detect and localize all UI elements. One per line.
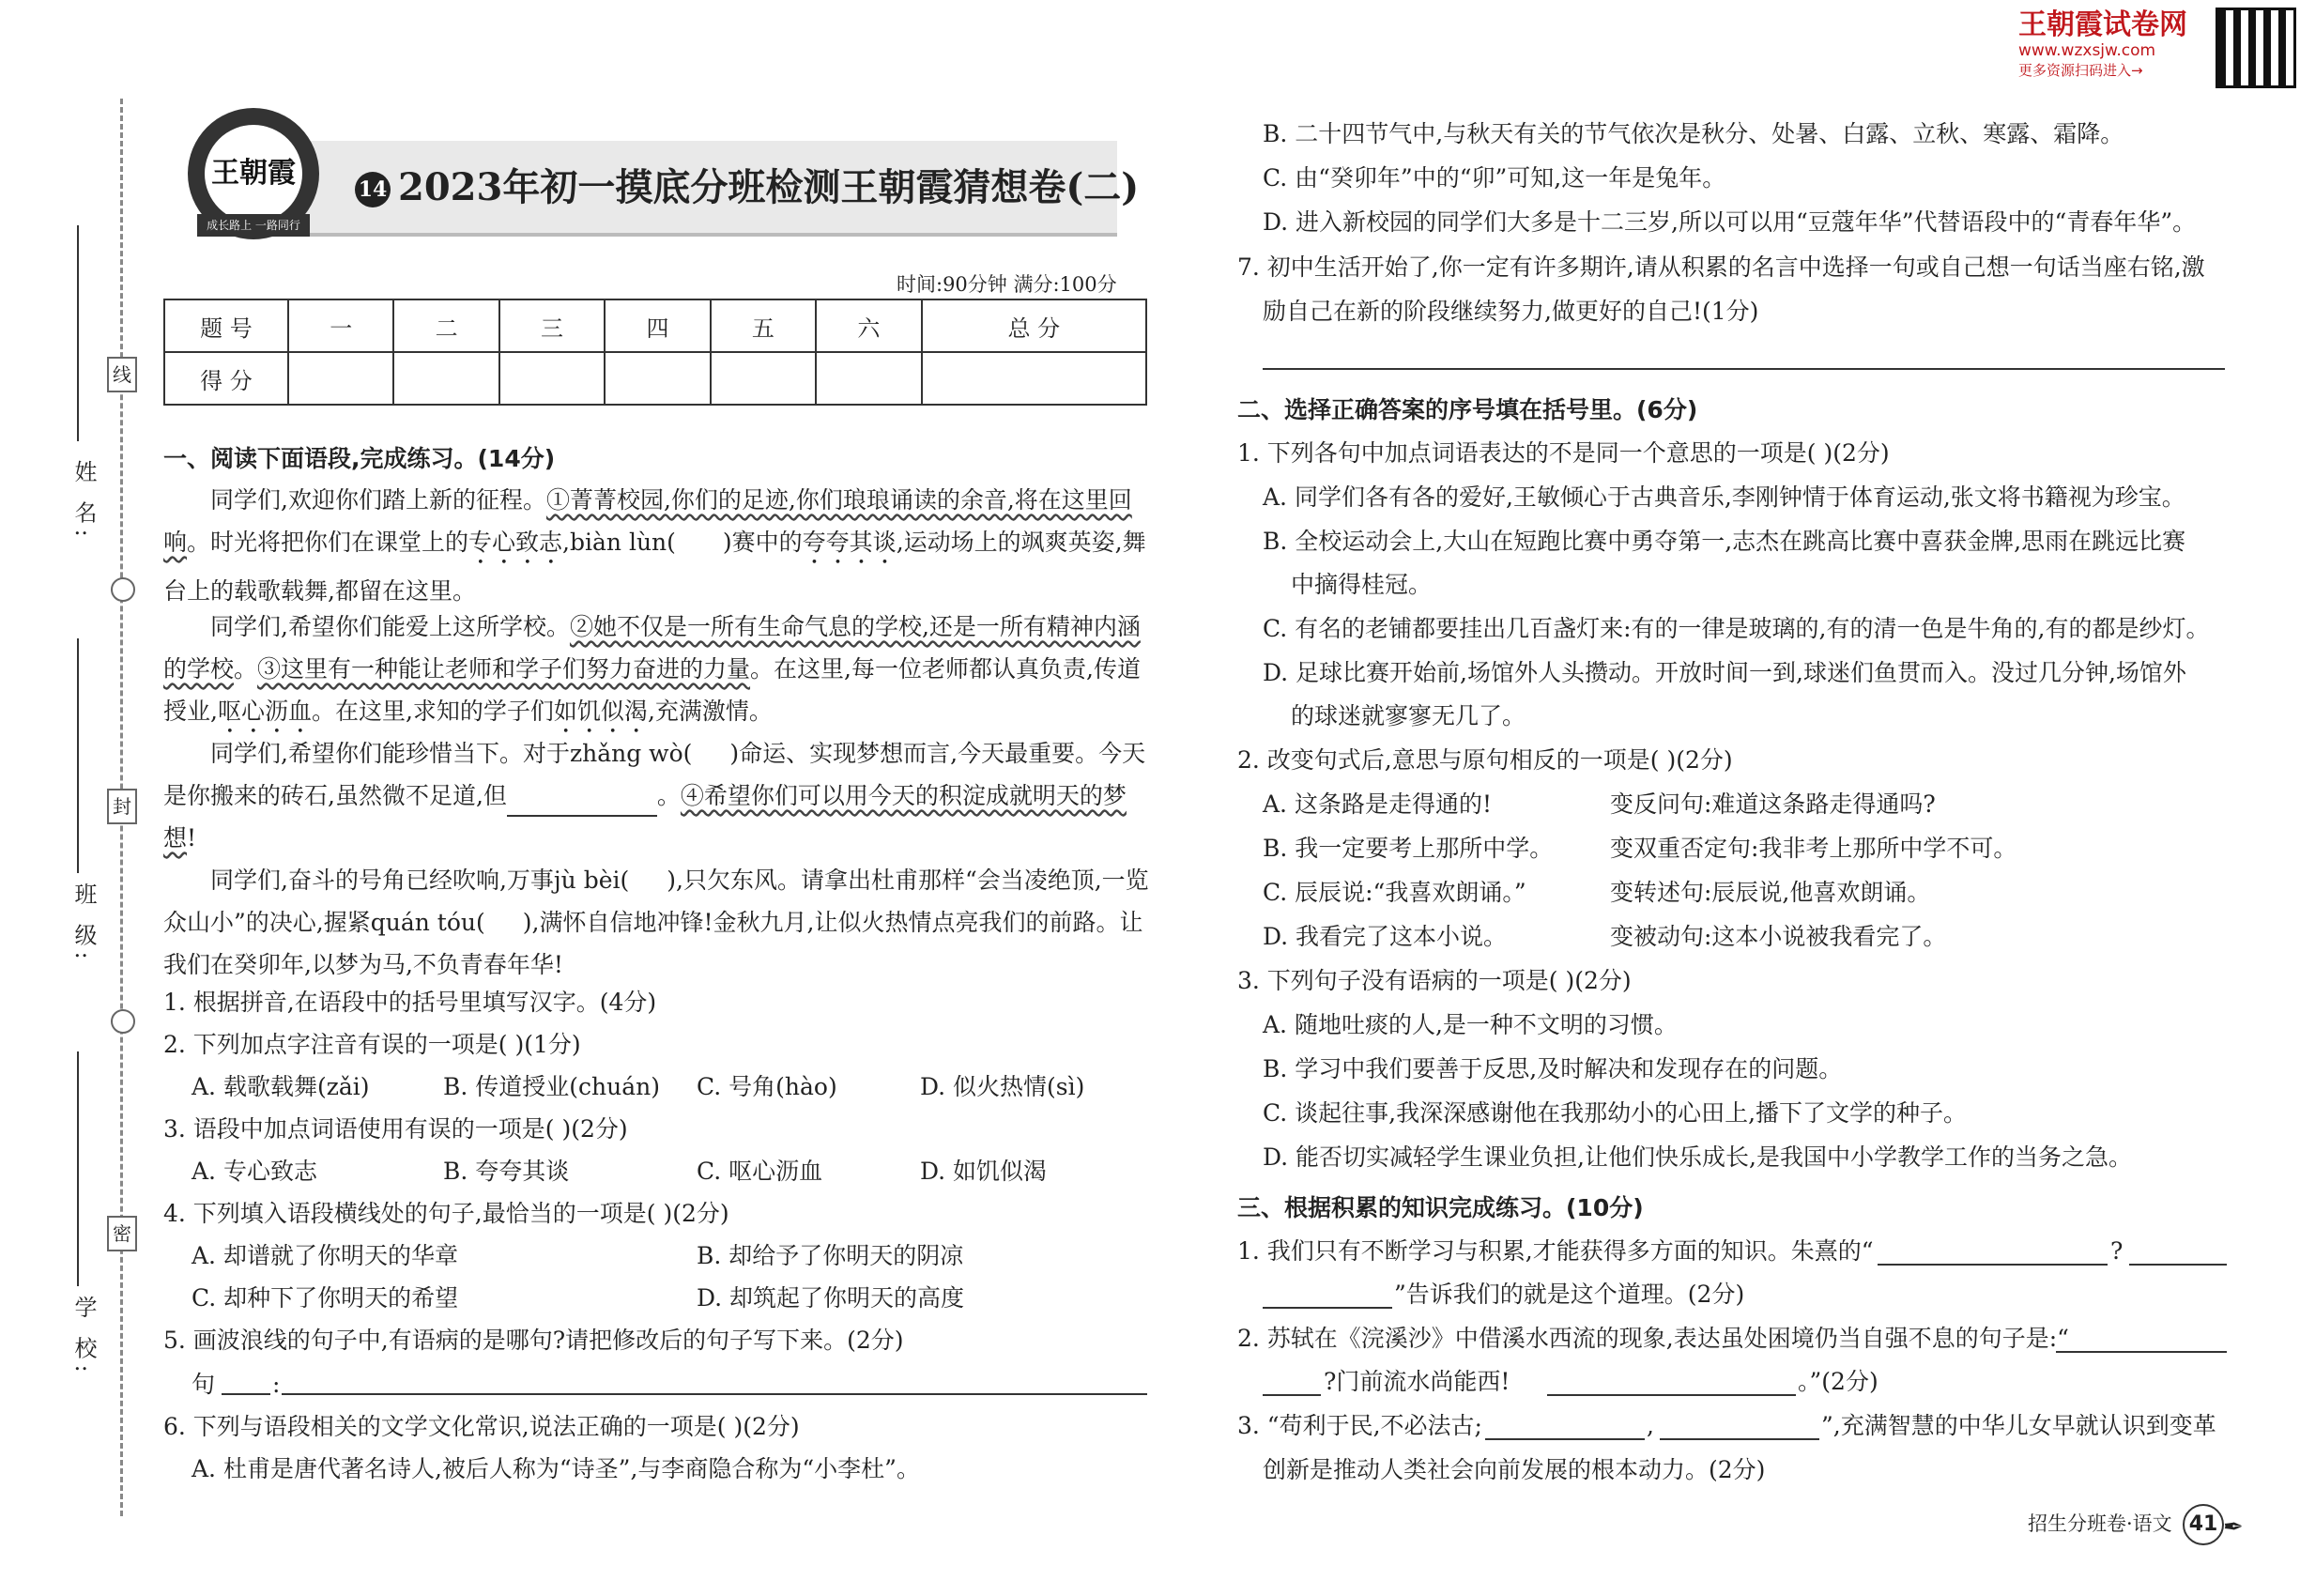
brand-slogan: 更多资源扫码进入→: [2018, 62, 2143, 79]
section1-title: 一、阅读下面语段,完成练习。(14分): [163, 445, 556, 472]
option-d[interactable]: D. 进入新校园的同学们大多是十二三岁,所以可以用“豆蔻年华”代替语段中的“青春年华”。: [1263, 208, 2197, 236]
passage-paragraph-2: 同学们,希望你们能爱上这所学校。②她不仅是一所有生命气息的学校,还是一所有精神内涵的学校。③这里有一种能让老师和学子们努力奋进的力量。在这里,每一位老师都认真负责,传道授业,呕心沥血。在这里,求知的学子们如饥似渴,充满激情。: [163, 613, 1141, 725]
fill-blank[interactable]: [1263, 1307, 1392, 1309]
option-d-transform: 变被动句:这本小说被我看完了。: [1610, 923, 1947, 950]
fill-blank[interactable]: [1263, 1394, 1321, 1396]
score-table: [163, 299, 1147, 406]
fill-blank[interactable]: [1660, 1438, 1819, 1440]
option-b-cont: 中摘得桂冠。: [1291, 571, 1433, 598]
question-1-6: 6. 下列与语段相关的文学文化常识,说法正确的一项是( )(2分): [163, 1413, 800, 1440]
answer-blank-short[interactable]: [222, 1393, 270, 1395]
section3-title: 三、根据积累的知识完成练习。(10分): [1237, 1194, 1644, 1221]
option-a[interactable]: A. 却谱就了你明天的华章: [192, 1242, 458, 1269]
answer-prefix: 句: [192, 1371, 216, 1398]
class-blank[interactable]: [77, 638, 79, 873]
option-b[interactable]: B. 二十四节气中,与秋天有关的节气依次是秋分、处暑、白露、立秋、寒露、霜降。: [1263, 120, 2124, 147]
option-b-transform: 变双重否定句:我非考上那所中学不可。: [1610, 835, 2017, 862]
logo-ribbon: 成长路上 一路同行: [197, 214, 310, 237]
passage-paragraph-3: 同学们,希望你们能珍惜当下。对于zhǎng wò( )命运、实现梦想而言,今天最重要。今天是你搬来的砖石,虽然微不足道,但 。④希望你们可以用今天的积淀成就明天的梦想!: [163, 740, 1146, 852]
option-b[interactable]: B. 全校运动会上,大山在短跑比赛中勇夺第一,志杰在跳高比赛中喜获金牌,思雨在跳远比赛: [1263, 528, 2186, 555]
binding-mark-xian: 线: [107, 357, 137, 392]
qr-code-icon[interactable]: [2216, 8, 2296, 88]
option-d-cont: 的球迷就寥寥无几了。: [1291, 702, 1526, 729]
option-a[interactable]: A. 同学们各有各的爱好,王敏倾心于古典音乐,李刚钟情于体育运动,张文将书籍视为珍宝。: [1263, 483, 2185, 511]
option-b[interactable]: B. 我一定要考上那所中学。: [1263, 835, 1554, 862]
option-c-transform: 变转述句:辰辰说,他喜欢朗诵。: [1610, 879, 1931, 906]
question-1-7-cont: 励自己在新的阶段继续努力,做更好的自己!(1分): [1263, 298, 1759, 325]
question-3-1: 1. 我们只有不断学习与积累,才能获得多方面的知识。朱熹的“: [1237, 1237, 1874, 1265]
score-header-cell: 二: [393, 299, 498, 352]
question-2-3: 3. 下列句子没有语病的一项是( )(2分): [1237, 967, 1632, 994]
score-header-cell: 五: [711, 299, 816, 352]
page-title: 14 2023年初一摸底分班检测王朝霞猜想卷(二): [355, 158, 1139, 211]
option-d[interactable]: D. 却筑起了你明天的高度: [697, 1284, 965, 1312]
question-1-5: 5. 画波浪线的句子中,有语病的是哪句?请把修改后的句子写下来。(2分): [163, 1327, 904, 1354]
question-3-3-cont: 创新是推动人类社会向前发展的根本动力。(2分): [1263, 1456, 1766, 1483]
fill-blank[interactable]: [2129, 1264, 2227, 1266]
question-2-2: 2. 改变句式后,意思与原句相反的一项是( )(2分): [1237, 746, 1733, 774]
option-c[interactable]: C. 有名的老铺都要挂出几百盏灯来:有的一律是玻璃的,有的清一色是牛角的,有的都是纱灯。: [1263, 615, 2210, 642]
answer-line[interactable]: [1263, 368, 2225, 370]
brand-name: 王朝霞试卷网: [2018, 8, 2187, 41]
option-d[interactable]: D. 足球比赛开始前,场馆外人头攒动。开放时间一到,球迷们鱼贯而入。没过几分钟,场馆外: [1263, 659, 2186, 686]
brand-block: [2018, 9, 2187, 80]
score-cell[interactable]: [922, 352, 1146, 405]
logo: 王朝霞: [188, 108, 319, 239]
option-c[interactable]: C. 谈起往事,我深深感谢他在我那幼小的心田上,播下了文学的种子。: [1263, 1099, 1968, 1127]
section2-title: 二、选择正确答案的序号填在括号里。(6分): [1237, 396, 1698, 423]
wavy-sentence-4: ④希望你们可以用今天的积淀成就明天的梦想: [163, 782, 1127, 852]
school-label: 学 校:: [70, 1296, 97, 1378]
score-cell[interactable]: [816, 352, 921, 405]
footer-label: 招生分班卷·语文: [2028, 1512, 2172, 1535]
score-header-cell: 四: [605, 299, 710, 352]
pen-icon: ✒: [2223, 1513, 2244, 1542]
score-cell[interactable]: [288, 352, 393, 405]
wavy-sentence-1: ①菁菁校园,你们的足迹,你们琅琅诵读的余音,将在这里回响: [163, 486, 1132, 556]
question-1-3: 3. 语段中加点词语使用有误的一项是( )(2分): [163, 1115, 628, 1143]
time-info: 时间:90分钟 满分:100分: [897, 273, 1117, 296]
option-d[interactable]: D. 我看完了这本小说。: [1263, 923, 1508, 950]
page-number: 41: [2183, 1504, 2224, 1545]
fill-blank[interactable]: [1547, 1394, 1796, 1396]
option-b[interactable]: B. 夸夸其谈: [443, 1158, 570, 1185]
binding-mark-feng: 封: [107, 789, 137, 824]
score-header-cell: 三: [499, 299, 605, 352]
question-1-4: 4. 下列填入语段横线处的句子,最恰当的一项是( )(2分): [163, 1200, 729, 1227]
option-d[interactable]: D. 能否切实减轻学生课业负担,让他们快乐成长,是我国中小学教学工作的当务之急。: [1263, 1143, 2132, 1171]
option-a-transform: 变反问句:难道这条路走得通吗?: [1610, 790, 1936, 818]
class-label: 班 级:: [70, 882, 97, 965]
passage-paragraph-1: 同学们,欢迎你们踏上新的征程。①菁菁校园,你们的足迹,你们琅琅诵读的余音,将在这里回响。时光将把你们在课堂上的专心致志,biàn lùn( )赛中的夸夸其谈,运动场上的飒爽英姿,舞台上的载歌载舞,都留在这里。: [163, 486, 1146, 605]
question-3-2: 2. 苏轼在《浣溪沙》中借溪水西流的现象,表达虽处困境仍当自强不息的句子是:“: [1237, 1325, 2069, 1352]
fill-blank[interactable]: [507, 815, 657, 817]
name-label: 姓 名:: [70, 460, 97, 543]
fill-blank[interactable]: [2056, 1351, 2227, 1353]
option-b[interactable]: B. 传道授业(chuán): [443, 1073, 660, 1100]
option-a[interactable]: A. 载歌载舞(zǎi): [192, 1073, 370, 1100]
binding-hole: [111, 577, 135, 602]
option-c[interactable]: C. 却种下了你明天的希望: [192, 1284, 459, 1312]
question-1-1: 1. 根据拼音,在语段中的括号里填写汉字。(4分): [163, 989, 657, 1016]
school-blank[interactable]: [77, 1051, 79, 1286]
binding-mark-mi: 密: [107, 1216, 137, 1251]
passage-paragraph-4: 同学们,奋斗的号角已经吹响,万事jù bèi( ),只欠东风。请拿出杜甫那样“会当凌绝顶,一览众山小”的决心,握紧quán tóu( ),满怀自信地冲锋!金秋九月,让似火热情点亮我们的前路。让我们在癸卯年,以梦为马,不负青春年华!: [163, 867, 1149, 978]
score-header-cell: 总 分: [922, 299, 1146, 352]
brand-url: www.wzxsjw.com: [2018, 41, 2156, 60]
option-c[interactable]: C. 呕心沥血: [697, 1158, 823, 1185]
option-d[interactable]: D. 似火热情(sì): [920, 1073, 1085, 1100]
question-2-1: 1. 下列各句中加点词语表达的不是同一个意思的一项是( )(2分): [1237, 439, 1890, 467]
score-header-cell: 一: [288, 299, 393, 352]
fill-blank[interactable]: [1485, 1438, 1645, 1440]
question-1-2: 2. 下列加点字注音有误的一项是( )(1分): [163, 1031, 581, 1058]
option-b[interactable]: B. 却给予了你明天的阴凉: [697, 1242, 964, 1269]
score-cell[interactable]: [605, 352, 710, 405]
option-c[interactable]: C. 号角(hào): [697, 1073, 837, 1100]
wavy-sentence-2: ②她不仅是一所有生命气息的学校,还是一所有精神内涵的学校: [163, 613, 1141, 683]
question-1-7: 7. 初中生活开始了,你一定有许多期许,请从积累的名言中选择一句或自己想一句话当座右铭,激: [1237, 253, 2205, 281]
question-3-1-cont: ”告诉我们的就是这个道理。(2分): [1394, 1281, 1745, 1308]
option-a[interactable]: A. 杜甫是唐代著名诗人,被后人称为“诗圣”,与李商隐合称为“小李杜”。: [192, 1455, 920, 1482]
option-a[interactable]: A. 随地吐痰的人,是一种不文明的习惯。: [1263, 1011, 1678, 1038]
option-c[interactable]: C. 辰辰说:“我喜欢朗诵。”: [1263, 879, 1526, 906]
fill-blank[interactable]: [1878, 1264, 2108, 1266]
score-cell[interactable]: [499, 352, 605, 405]
binding-hole: [111, 1009, 135, 1034]
answer-blank-long[interactable]: [282, 1393, 1147, 1395]
option-d[interactable]: D. 如饥似渴: [920, 1158, 1048, 1185]
score-header-cell: 题 号: [164, 299, 288, 352]
score-cell[interactable]: [393, 352, 498, 405]
score-header-cell: 六: [816, 299, 921, 352]
option-c[interactable]: C. 由“癸卯年”中的“卯”可知,这一年是兔年。: [1263, 164, 1726, 192]
question-3-3: 3. “苟利于民,不必法古;: [1237, 1412, 1482, 1439]
name-blank[interactable]: [77, 225, 79, 441]
option-a[interactable]: A. 专心致志: [192, 1158, 317, 1185]
option-b[interactable]: B. 学习中我们要善于反思,及时解决和发现存在的问题。: [1263, 1055, 1843, 1082]
score-cell[interactable]: [711, 352, 816, 405]
option-a[interactable]: A. 这条路是走得通的!: [1263, 790, 1492, 818]
score-row-label: 得 分: [164, 352, 288, 405]
wavy-sentence-3: ③这里有一种能让老师和学子们努力奋进的力量: [257, 655, 751, 683]
paper-number-badge: 14: [355, 172, 391, 207]
